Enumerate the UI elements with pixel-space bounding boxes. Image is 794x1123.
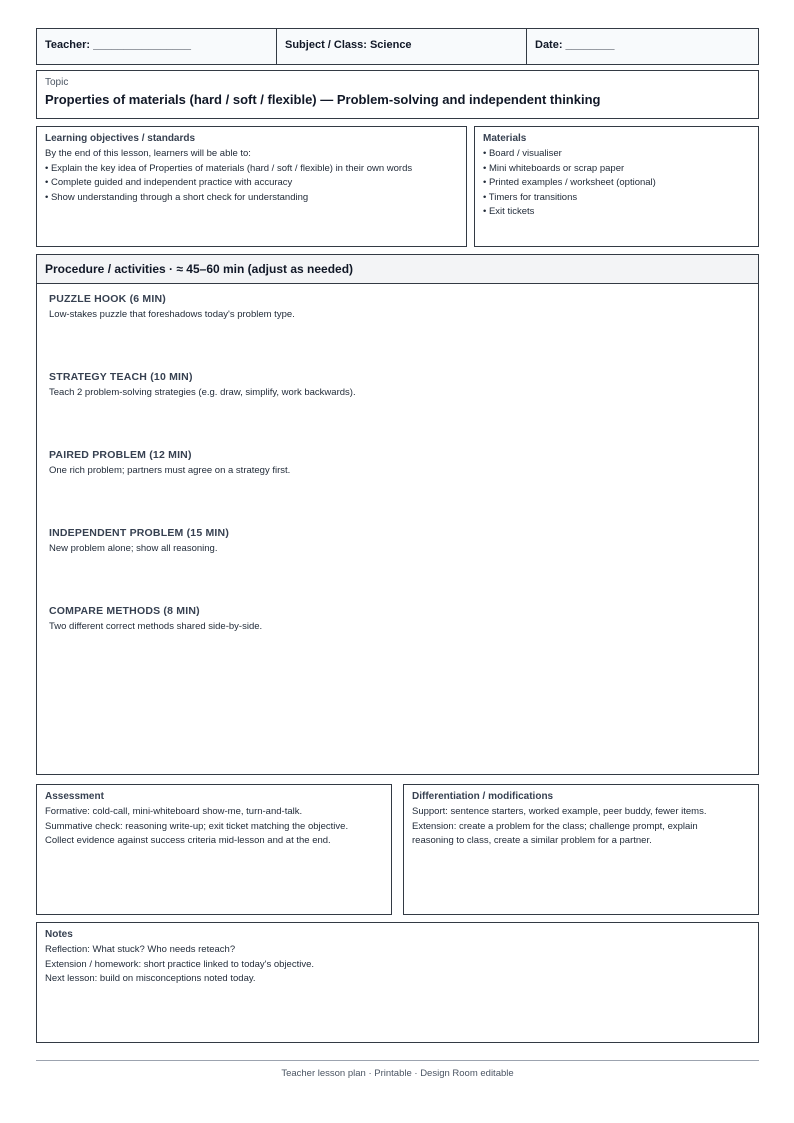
step-description: Two different correct methods shared side-by-side. [49, 621, 263, 632]
materials-item[interactable]: • Printed examples / worksheet (optional) [483, 177, 656, 188]
procedure-step[interactable] [49, 371, 356, 398]
notes-label: Notes [45, 929, 73, 940]
procedure-step[interactable] [49, 293, 295, 320]
objectives-line[interactable]: • Explain the key idea of Properties of materials (hard / soft / flexible) in their own words [45, 162, 413, 174]
step-description: Teach 2 problem-solving strategies (e.g. draw, simplify, work backwards). [49, 387, 356, 398]
objectives-line[interactable]: • Show understanding through a short check for understanding [45, 191, 309, 203]
step-description: Low-stakes puzzle that foreshadows today's problem type. [49, 309, 295, 320]
objectives-section [36, 126, 467, 247]
assessment-line[interactable]: Collect evidence against success criteria mid-lesson and at the end. [45, 835, 331, 846]
materials-item[interactable]: • Board / visualiser [483, 148, 562, 159]
materials-section [474, 126, 759, 247]
topic-title[interactable]: Properties of materials (hard / soft / flexible) — Problem-solving and independent thinking [45, 92, 601, 107]
objectives-label: Learning objectives / standards [45, 133, 196, 144]
topic-label: Topic [45, 77, 69, 88]
subject-field[interactable]: Subject / Class: Science [277, 29, 527, 64]
objectives-line[interactable]: • Complete guided and independent practice with accuracy [45, 177, 293, 188]
differentiation-line[interactable]: reasoning to class, create a similar problem for a partner. [412, 835, 652, 846]
procedure-heading: Procedure / activities · ≈ 45–60 min (adjust as needed) [37, 255, 758, 284]
step-title: COMPARE METHODS (8 MIN) [49, 605, 200, 617]
assessment-line[interactable]: Formative: cold-call, mini-whiteboard show-me, turn-and-talk. [45, 806, 303, 817]
materials-label: Materials [483, 133, 527, 144]
assessment-section [36, 784, 392, 915]
teacher-field[interactable]: Teacher: ________________ [37, 29, 277, 64]
assessment-line[interactable]: Summative check: reasoning write-up; exit ticket matching the objective. [45, 820, 349, 832]
differentiation-section [403, 784, 759, 915]
step-title: INDEPENDENT PROBLEM (15 MIN) [49, 527, 230, 539]
step-description: New problem alone; show all reasoning. [49, 543, 218, 554]
materials-item[interactable]: • Timers for transitions [483, 191, 578, 203]
notes-line[interactable]: Reflection: What stuck? Who needs reteach? [45, 944, 236, 955]
procedure-step[interactable] [49, 449, 290, 476]
step-description: One rich problem; partners must agree on a strategy first. [49, 465, 291, 476]
step-title: PAIRED PROBLEM (12 MIN) [49, 449, 192, 461]
step-title: STRATEGY TEACH (10 MIN) [49, 371, 193, 383]
assessment-label: Assessment [45, 791, 104, 802]
step-title: PUZZLE HOOK (6 MIN) [49, 293, 166, 305]
differentiation-label: Differentiation / modifications [412, 791, 554, 802]
procedure-step[interactable] [49, 605, 262, 632]
objectives-line[interactable]: By the end of this lesson, learners will be able to: [45, 148, 251, 159]
procedure-section [36, 254, 759, 775]
date-field[interactable]: Date: ________ [535, 39, 615, 51]
materials-item[interactable]: • Exit tickets [483, 206, 535, 217]
notes-line[interactable]: Next lesson: build on misconceptions noted today. [45, 973, 256, 984]
differentiation-line[interactable]: Extension: create a problem for the class; challenge prompt, explain [412, 820, 698, 832]
notes-section [36, 922, 759, 1043]
materials-item[interactable]: • Mini whiteboards or scrap paper [483, 162, 625, 174]
differentiation-line[interactable]: Support: sentence starters, worked example, peer buddy, fewer items. [412, 806, 707, 817]
header-row [36, 28, 759, 65]
footer-divider [36, 1060, 759, 1061]
topic-section [36, 70, 759, 119]
procedure-step[interactable] [49, 527, 229, 554]
notes-line[interactable]: Extension / homework: short practice linked to today's objective. [45, 958, 315, 970]
footer-text: Teacher lesson plan · Printable · Design Room editable [281, 1068, 514, 1079]
